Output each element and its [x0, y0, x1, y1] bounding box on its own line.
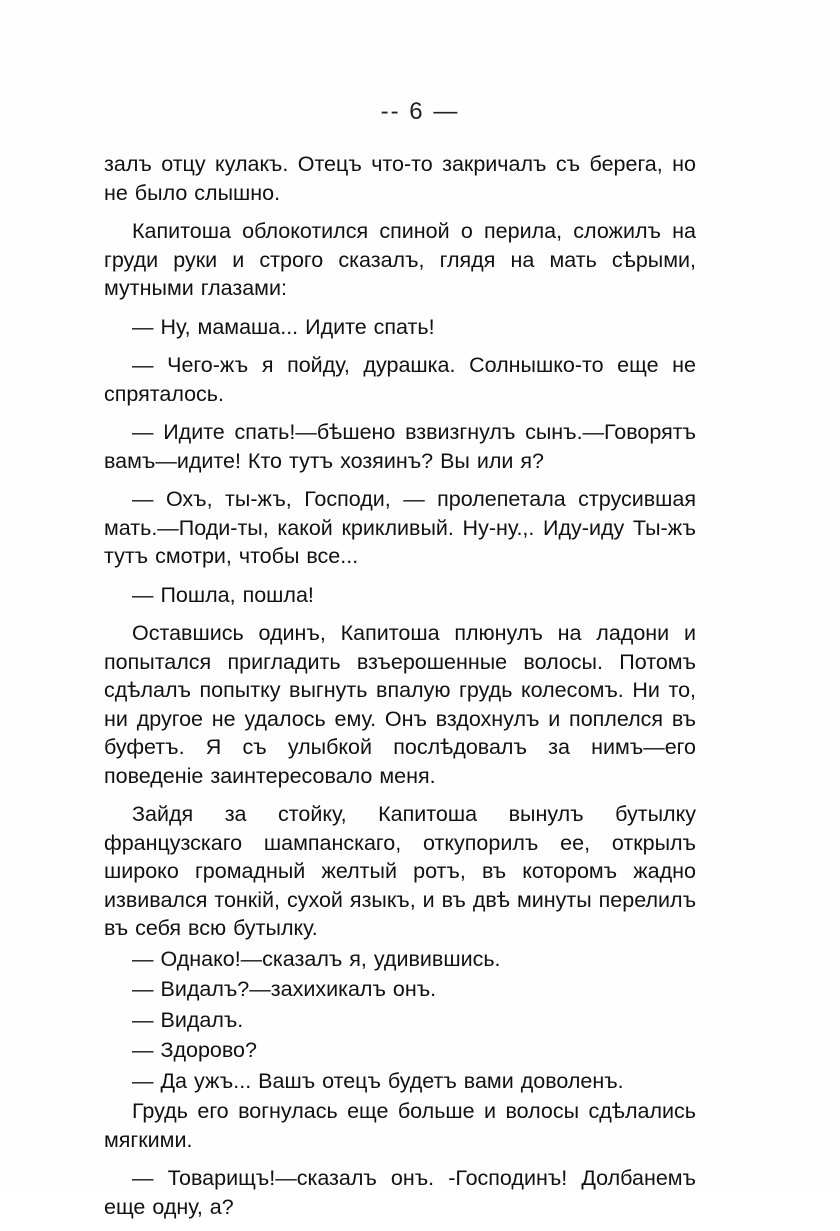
- dialog-line: — Ну, мамаша... Идите спать!: [132, 314, 435, 339]
- page-number: -- 6 —: [380, 98, 460, 125]
- dialog-line: — Пошла, пошла!: [132, 582, 314, 607]
- dialog-line: — Да ужъ... Вашъ отецъ будетъ вами доволенъ.: [132, 1068, 624, 1093]
- dialog-line: — Однако!—сказалъ я, удивившись.: [132, 946, 501, 971]
- dialog-line: — Здорово?: [132, 1038, 257, 1062]
- paragraph: Капитоша облокотился спиной о перила, сложилъ на груди руки и строго сказалъ, глядя на мать сѣрыми, мутными глазами:: [104, 219, 696, 300]
- dialog-line: — Видалъ?—захихикалъ онъ.: [132, 977, 437, 1001]
- dialog-line: — Товарищъ!—сказалъ онъ. -Господинъ! Долбанемъ еще одну, а?: [104, 1166, 696, 1219]
- paragraph: Оставшись одинъ, Капитоша плюнулъ на ладони и попытался пригладить взъерошенные волосы. Потомъ сдѣлалъ попытку выгнуть впалую грудь колесомъ. Ни то, ни другое не удалось ему. Онъ вздохнулъ и поплелся въ буфетъ. Я съ улыбкой послѣдовалъ за нимъ—его поведенiе заинтересовало меня.: [104, 621, 696, 788]
- paragraph: залъ отцу кулакъ. Отецъ что-то закричалъ съ берега, но не было слышно.: [104, 152, 696, 205]
- paragraph: Зайдя за стойку, Капитоша вынулъ бутылку французскаго шампанскаго, откупорилъ ее, открылъ широко громадный желтый ротъ, въ которомъ жадно извивался тонкiй, сухой языкъ, и въ двѣ минуты перелилъ въ себя всю бутылку.: [104, 802, 696, 940]
- dialog-line: — Видалъ.: [132, 1007, 244, 1032]
- text-body: [104, 150, 696, 1231]
- dialog-line: — Охъ, ты-жъ, Господи, — пролепетала струсившая мать.—Поди-ты, какой крикливый. Ну-ну.,. Иду-иду Ты-жъ тутъ смотри, чтобы все...: [104, 487, 696, 568]
- paragraph: Грудь его вогнулась еще больше и волосы сдѣлались мягкими.: [104, 1099, 696, 1152]
- dialog-line: — Чего-жъ я пойду, дурашка. Солнышко-то еще не спряталось.: [104, 353, 696, 406]
- dialog-line: — Идите спать!—бѣшено взвизгнулъ сынъ.—Говорятъ вамъ—идите! Кто тутъ хозяинъ? Вы или я?: [104, 420, 696, 473]
